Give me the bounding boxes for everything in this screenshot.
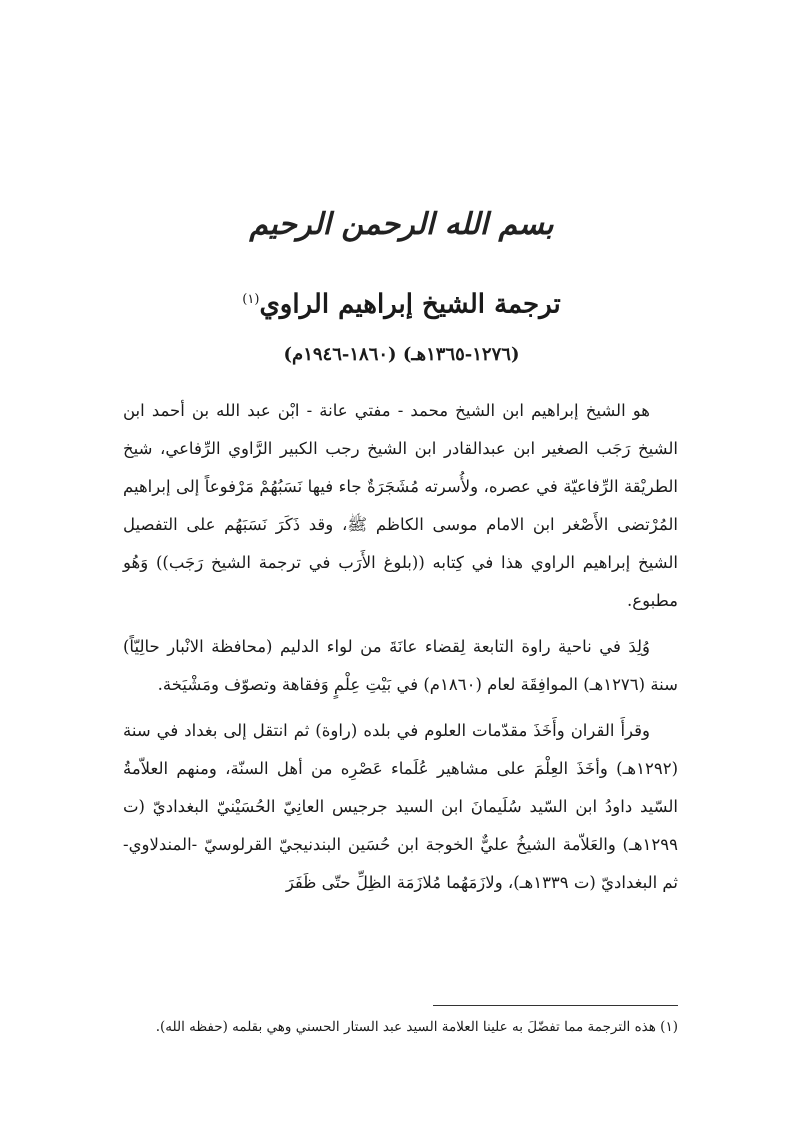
- footnote: (١) هذه الترجمة مما تفضّلَ به علينا العلامة السيد عبد الستار الحسني وهي بقلمه (حفظه الله).: [155, 1019, 678, 1035]
- life-dates: (١٢٧٦-١٣٦٥هـ) (١٨٦٠-١٩٤٦م): [283, 344, 520, 365]
- paragraph: وُلِدَ في ناحية راوة التابعة لِقضاء عانَةَ من لواء الدليم (محافظة الانْبار حالِيّاً) سنة (١٢٧٦هـ) الموافِقَة لعام (١٨٦٠م) في بَيْتِ عِلْمٍ وَفقاهة وتصوّف ومَشْيَخة.: [123, 637, 678, 694]
- page-title: [0, 282, 803, 323]
- title-text: ترجمة الشيخ إبراهيم الراوي: [259, 289, 561, 320]
- body-text: [123, 392, 678, 910]
- title-footnote-marker: (١): [242, 292, 260, 307]
- basmala-calligraphy: بسم الله الرحمن الرحيم: [249, 207, 554, 242]
- paragraph: هو الشيخ إبراهيم ابن الشيخ محمد - مفتي عانة - ابْن عبد الله بن أحمد ابن الشيخ رَجَب الصغير ابن عبدالقادر ابن الشيخ رجب الكبير الرَّاوي الرِّفاعي، شيخ الطريْقة الرِّفاعيّة في عصره، ولأُسرته مُشَجَرَةٌ جاء فيها نَسَبُهُمْ مَرْفوعاً إلى إبراهيم المُرْتضى الأَصْغر ابن الامام موسى الكاظم ﷺ، وقد ذَكَرَ نَسَبَهُم على التفصيل الشيخ إبراهيم الراوي هذا في كِتابه ((بلوغ الأَرَب في ترجمة الشيخ رَجَب)) وَهُو مطبوع.: [123, 401, 678, 610]
- footnote-divider: [433, 1005, 678, 1006]
- paragraph: وقرأَ القران وأَخَذَ مقدّمات العلوم في بلده (راوة) ثم انتقل إلى بغداد في سنة (١٢٩٢هـ) وأخَذَ العِلْمَ على مشاهير عُلَماء عَصْرِه من أهل السنّة، ومنهم العلاّمةُ السّيد داودُ ابن السّيد سُلَيمانَ ابن السيد جرجيس العانِيّ الحُسَيْنيّ البغداديّ (ت ١٢٩٩هـ) والعَلاّمة الشيخُ عليٌّ الخوجة ابن حُسَين البندنيجيّ القرلوسيّ -المندلاوي- ثم البغداديّ (ت ١٣٣٩هـ)، ولازَمَهُما مُلازَمَة الظِلِّ حتّى ظَفَرَ: [123, 721, 678, 892]
